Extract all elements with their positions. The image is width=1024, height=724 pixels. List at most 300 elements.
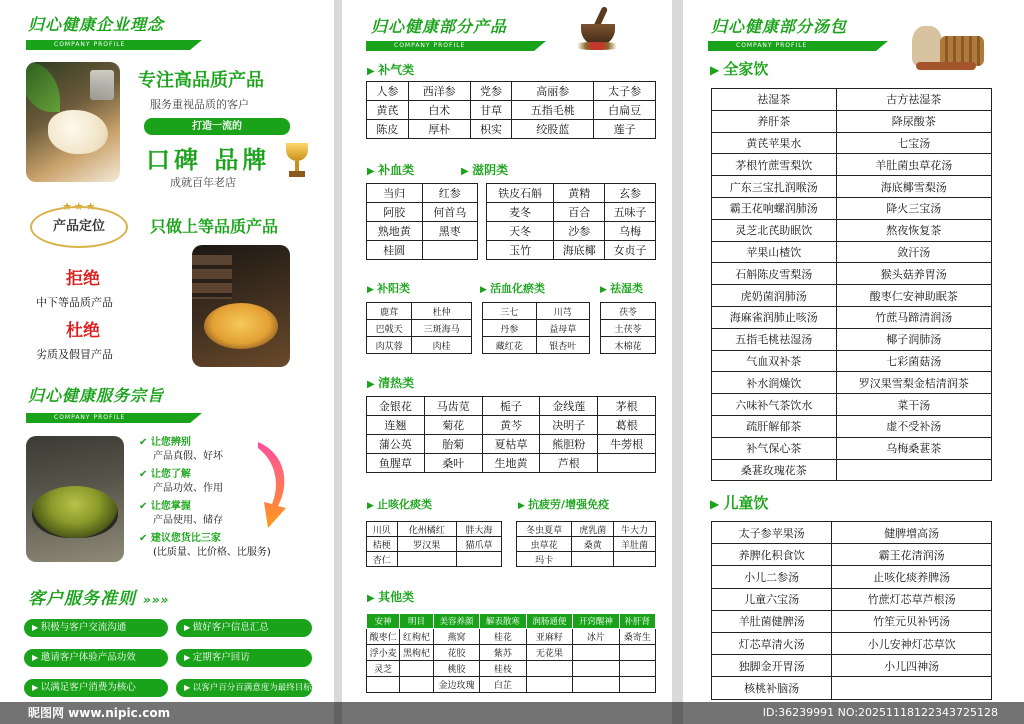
table-kids-drinks [711,521,992,700]
table-cell: 降火三宝汤 [836,197,991,219]
table-cell: 藏红花 [483,337,537,354]
table-row [712,632,992,654]
table-cell: 土茯苓 [601,320,656,337]
table-row [487,184,656,203]
table-cell: 何首乌 [422,203,478,222]
table-cell: 茯苓 [601,303,656,320]
table-cell: 黄芩 [482,416,540,435]
table-cell: 天冬 [487,222,554,241]
table-cell: 石斛陈皮雪梨汤 [712,263,837,285]
curved-arrow-icon [252,440,296,530]
table-cell: 麦冬 [487,203,554,222]
table-cell: 沙参 [554,222,605,241]
category-buyang: ▶ 补阳类 [367,280,410,296]
table-cell [400,661,433,677]
table-cell: 肉苁蓉 [367,337,412,354]
table-row [367,397,656,416]
table-cell [422,241,478,260]
concept-title: 归心健康企业理念 [28,15,165,34]
table-cell: 熟地黄 [367,222,423,241]
table-qushi [600,302,656,354]
table-row [712,89,992,111]
table-row [367,222,478,241]
table-header-cell: 解表散寒 [480,614,526,629]
table-cell: 甘草 [470,101,512,120]
table-ziyin [486,183,656,260]
table-header-cell: 补肝肾 [619,614,655,629]
soups-title-bar: COMPANY PROFILE [708,41,876,51]
table-cell: 芦根 [540,454,598,473]
table-other [366,613,656,693]
table-cell: 核桃补脑汤 [712,677,832,699]
table-cell [367,677,400,693]
table-cell: 玛卡 [517,552,572,567]
table-cell: 独脚金开胃汤 [712,655,832,677]
category-zhike: ▶ 止咳化痰类 [367,496,432,512]
table-cell: 健脾增高汤 [832,522,992,544]
table-cell: 鹿茸 [367,303,412,320]
table-row [367,320,472,337]
table-cell: 小儿二参汤 [712,566,832,588]
table-cell: 黑枣 [422,222,478,241]
table-row [367,435,656,454]
service-item: ✔ 让您辨别 产品真假、好坏 [139,436,223,464]
table-row [712,110,992,132]
table-cell [598,454,656,473]
table-row [487,222,656,241]
table-row [517,552,656,567]
table-row [367,184,478,203]
table-cell: 冬虫夏草 [517,522,572,537]
table-cell: 蒲公英 [367,435,425,454]
table-cell: 三七 [483,303,537,320]
table-cell [832,677,992,699]
mortar-pestle-icon [575,6,623,50]
table-cell: 红参 [422,184,478,203]
table-cell: 养脾化积食饮 [712,544,832,566]
table-row [487,241,656,260]
table-row [367,522,502,537]
table-cell: 小儿四神汤 [832,655,992,677]
table-cell: 丹参 [483,320,537,337]
table-cell: 止咳化痰养脾汤 [832,566,992,588]
table-cell: 白扁豆 [594,101,656,120]
rule-item: ▶ 以满足客户消费为核心 [24,679,168,697]
slogan-high-quality-sub: 服务重视品质的客户 [150,98,249,111]
trophy-icon [286,143,308,183]
table-cell: 冰片 [573,629,619,645]
table-cell: 儿童六宝汤 [712,588,832,610]
table-cell: 虫草花 [517,537,572,552]
table-cell: 桑葚玫瑰花茶 [712,459,837,481]
table-row [483,337,590,354]
table-row [367,203,478,222]
table-cell: 杏仁 [367,552,398,567]
table-row [367,120,656,139]
table-cell: 五指毛桃 [512,101,594,120]
table-cell: 七宝汤 [836,132,991,154]
table-cell: 乌梅 [605,222,656,241]
table-cell [397,552,456,567]
table-row [367,241,478,260]
table-cell: 高丽参 [512,82,594,101]
table-cell: 西洋参 [408,82,470,101]
table-row [601,303,656,320]
table-cell: 亚麻籽 [526,629,572,645]
table-cell: 椰子润肺汤 [836,328,991,350]
table-cell: 紫苏 [480,645,526,661]
service-item: ✔ 让您掌握 产品使用、储存 [139,500,223,528]
table-cell: 女贞子 [605,241,656,260]
table-cell [456,552,501,567]
products-title: 归心健康部分产品 [371,17,508,36]
table-cell: 当归 [367,184,423,203]
table-cell: 生地黄 [482,454,540,473]
table-row [367,629,656,645]
table-cell: 夏枯草 [482,435,540,454]
table-cell: 降尿酸茶 [836,110,991,132]
table-row [367,661,656,677]
table-zhike [366,521,502,567]
product-position-badge: 产品定位 [30,206,128,248]
table-cell: 羊肚菌健脾汤 [712,610,832,632]
table-row [712,610,992,632]
service-title-bar: COMPANY PROFILE [26,413,190,423]
table-cell: 熬夜恢复茶 [836,219,991,241]
table-cell: 海底椰 [554,241,605,260]
table-cell [526,677,572,693]
watermark-bar [0,702,1024,724]
table-header-cell: 润肠通便 [526,614,572,629]
table-cell: 桑黄 [572,537,614,552]
products-title-bar: COMPANY PROFILE [366,41,534,51]
table-cell: 巴戟天 [367,320,412,337]
table-cell: 金边玫瑰 [433,677,479,693]
table-cell: 补气保心茶 [712,437,837,459]
table-cell: 三斑海马 [412,320,472,337]
table-row [367,552,502,567]
category-buxue: ▶ 补血类 [367,161,414,178]
slogan-pill: 打造一流的 [144,118,290,135]
table-cell [619,645,655,661]
table-row [712,372,992,394]
table-row [367,537,502,552]
table-cell: 乌梅桑葚茶 [836,437,991,459]
table-cell: 海底椰雪梨汤 [836,176,991,198]
table-cell [573,677,619,693]
service-item: ✔ 让您了解 产品功效、作用 [139,468,223,496]
table-cell: 葛根 [598,416,656,435]
table-cell: 竹笙元贝补钙汤 [832,610,992,632]
table-cell: 鱼腥草 [367,454,425,473]
table-header-row [367,614,656,629]
table-cell: 百合 [554,203,605,222]
table-cell [526,661,572,677]
table-cell: 绞股蓝 [512,120,594,139]
table-cell: 猫爪草 [456,537,501,552]
table-row [712,306,992,328]
table-row [367,337,472,354]
table-row [601,337,656,354]
table-cell: 陈皮 [367,120,409,139]
table-cell: 马齿苋 [424,397,482,416]
table-cell: 疏肝解郁茶 [712,415,837,437]
table-cell: 五指毛桃祛湿汤 [712,328,837,350]
table-cell: 菊花 [424,416,482,435]
herb-slices-photo [192,245,290,367]
table-cell: 养肝茶 [712,110,837,132]
table-cell: 虎奶菌润肺汤 [712,285,837,307]
table-cell: 人参 [367,82,409,101]
table-qingre [366,396,656,473]
table-cell: 小儿安神灯芯草饮 [832,632,992,654]
service-item: ✔ 建议您货比三家 (比质量、比价格、比服务) [139,532,271,560]
category-qushi: ▶ 祛湿类 [600,280,643,296]
table-row [712,350,992,372]
table-cell: 杜仲 [412,303,472,320]
slogan-brand: 口碑 品牌 [146,146,271,174]
table-cell: 太子参苹果汤 [712,522,832,544]
table-cell: 竹蔗灯芯草芦根汤 [832,588,992,610]
category-kangpilao: ▶ 抗疲劳/增强免疫 [518,496,609,512]
table-cell: 茅根 [598,397,656,416]
table-cell: 广东三宝扎润喉汤 [712,176,837,198]
table-cell: 太子参 [594,82,656,101]
table-cell: 胖大海 [456,522,501,537]
table-row [712,154,992,176]
herb-basket-icon [912,12,986,72]
table-family-drinks [711,88,992,481]
table-cell: 黑枸杞 [400,645,433,661]
table-cell: 白芷 [480,677,526,693]
category-family: ▶ 全家饮 [710,58,768,79]
slogan-top-quality: 只做上等品质产品 [150,217,279,236]
category-buqi: ▶ 补气类 [367,61,414,78]
watermark-id: ID:36239991 NO:20251118122343725128 [762,706,998,719]
table-cell: 黄精 [554,184,605,203]
table-cell: 黄芪 [367,101,409,120]
table-cell: 牛大力 [614,522,656,537]
table-cell: 栀子 [482,397,540,416]
table-cell: 金线莲 [540,397,598,416]
table-cell: 燕窝 [433,629,479,645]
category-huoxue: ▶ 活血化瘀类 [480,280,545,296]
eliminate-heading: 杜绝 [66,321,100,341]
table-buyang [366,302,472,354]
table-cell: 肉桂 [412,337,472,354]
table-row [483,320,590,337]
table-row [712,544,992,566]
table-cell: 连翘 [367,416,425,435]
table-row [712,132,992,154]
table-row [517,537,656,552]
table-cell: 虚不受补汤 [836,415,991,437]
table-cell: 虎乳菌 [572,522,614,537]
table-row [487,203,656,222]
table-cell: 白术 [408,101,470,120]
table-cell: 桔梗 [367,537,398,552]
concept-title-bar: COMPANY PROFILE [26,40,190,50]
table-cell [836,459,991,481]
table-cell: 化州橘红 [397,522,456,537]
watermark-site: 昵图网 www.nipic.com [28,706,171,720]
table-cell: 海麻雀润肺止咳汤 [712,306,837,328]
table-row [517,522,656,537]
rule-item: ▶ 邀请客户体验产品功效 [24,649,168,667]
table-row [367,645,656,661]
rule-item: ▶ 积极与客户交流沟通 [24,619,168,637]
table-cell: 羊肚菌虫草花汤 [836,154,991,176]
slogan-brand-sub: 成就百年老店 [170,176,236,189]
table-cell: 罗汉果 [397,537,456,552]
bird-nest-photo [26,62,120,182]
table-cell: 无花果 [526,645,572,661]
category-qingre: ▶ 清热类 [367,374,414,391]
table-cell: 气血双补茶 [712,350,837,372]
table-cell [572,552,614,567]
table-cell: 霸王花清润汤 [832,544,992,566]
table-row [712,328,992,350]
table-cell: 浮小麦 [367,645,400,661]
table-cell: 阿胶 [367,203,423,222]
table-row [483,303,590,320]
table-cell: 黄芪苹果水 [712,132,837,154]
table-cell: 枳实 [470,120,512,139]
table-row [367,82,656,101]
table-row [712,197,992,219]
table-row [712,415,992,437]
table-cell: 灯芯草清火汤 [712,632,832,654]
category-kids: ▶ 儿童饮 [710,492,768,513]
table-cell: 牛蒡根 [598,435,656,454]
table-cell: 补水润燥饮 [712,372,837,394]
table-cell: 桑寄生 [619,629,655,645]
table-cell: 酸枣仁 [367,629,400,645]
table-cell: 益母草 [536,320,590,337]
table-cell [400,677,433,693]
table-huoxue [482,302,590,354]
table-header-cell: 明目 [400,614,433,629]
table-row [712,677,992,699]
table-cell [614,552,656,567]
table-cell: 桃胶 [433,661,479,677]
slogan-high-quality: 专注高品质产品 [138,70,264,91]
table-cell: 羊肚菌 [614,537,656,552]
table-row [712,459,992,481]
table-cell: 玉竹 [487,241,554,260]
rule-item: ▶ 以客户百分百满意度为最终目标 [176,679,312,697]
category-other: ▶ 其他类 [367,588,414,605]
table-row [367,677,656,693]
table-row [712,655,992,677]
reject-text: 中下等品质产品 [36,296,113,309]
table-cell: 熊胆粉 [540,435,598,454]
table-cell: 祛湿茶 [712,89,837,111]
table-cell: 莲子 [594,120,656,139]
table-cell: 红枸杞 [400,629,433,645]
table-row [712,176,992,198]
rules-title: 客户服务准则 »»» [28,589,170,609]
soups-title: 归心健康部分汤包 [711,17,848,36]
table-row [712,588,992,610]
table-cell [619,677,655,693]
table-row [712,394,992,416]
reject-heading: 拒绝 [66,269,100,289]
table-row [712,566,992,588]
table-cell: 霸王花响螺润肺汤 [712,197,837,219]
table-row [367,454,656,473]
table-row [712,522,992,544]
table-cell: 敛汗汤 [836,241,991,263]
table-cell: 桑叶 [424,454,482,473]
table-cell: 苹果山楂饮 [712,241,837,263]
table-cell [619,661,655,677]
rule-item: ▶ 定期客户回访 [176,649,312,667]
stars-icon: ★★★ [62,200,98,213]
table-cell: 川芎 [536,303,590,320]
table-cell: 铁皮石斛 [487,184,554,203]
category-ziyin: ▶ 滋阴类 [461,161,508,178]
table-cell: 玄参 [605,184,656,203]
table-cell [573,645,619,661]
table-cell: 厚朴 [408,120,470,139]
table-header-cell: 开窍醒神 [573,614,619,629]
table-cell: 七彩菌菇汤 [836,350,991,372]
table-cell: 桂圆 [367,241,423,260]
rule-item: ▶ 做好客户信息汇总 [176,619,312,637]
table-cell: 胎菊 [424,435,482,454]
table-row [712,437,992,459]
table-header-cell: 安神 [367,614,400,629]
table-cell: 猴头菇养胃汤 [836,263,991,285]
table-cell: 五味子 [605,203,656,222]
table-row [712,285,992,307]
table-cell: 灵芝北芪助眠饮 [712,219,837,241]
table-row [712,219,992,241]
table-header-cell: 美容养颜 [433,614,479,629]
table-cell [573,661,619,677]
service-title: 归心健康服务宗旨 [28,386,165,405]
table-kangpilao [516,521,656,567]
table-cell: 菜干汤 [836,394,991,416]
table-row [712,263,992,285]
table-cell: 桂花 [480,629,526,645]
table-cell: 川贝 [367,522,398,537]
table-row [367,416,656,435]
table-cell: 党参 [470,82,512,101]
panel-company-concept [0,0,334,724]
table-buqi [366,81,656,139]
eliminate-text: 劣质及假冒产品 [36,348,113,361]
table-cell: 金银花 [367,397,425,416]
table-row [601,320,656,337]
table-cell: 罗汉果雪梨金桔清润茶 [836,372,991,394]
dendrobium-photo [26,436,124,562]
table-cell: 决明子 [540,416,598,435]
table-row [712,241,992,263]
table-cell: 灵芝 [367,661,400,677]
table-cell: 花胶 [433,645,479,661]
table-cell: 六味补气茶饮水 [712,394,837,416]
table-cell: 酸枣仁安神助眠茶 [836,285,991,307]
table-cell: 银杏叶 [536,337,590,354]
table-row [367,101,656,120]
table-cell: 竹蔗马蹄清润汤 [836,306,991,328]
table-row [367,303,472,320]
table-cell: 茅根竹蔗雪梨饮 [712,154,837,176]
table-cell: 桂枝 [480,661,526,677]
table-cell: 古方祛湿茶 [836,89,991,111]
